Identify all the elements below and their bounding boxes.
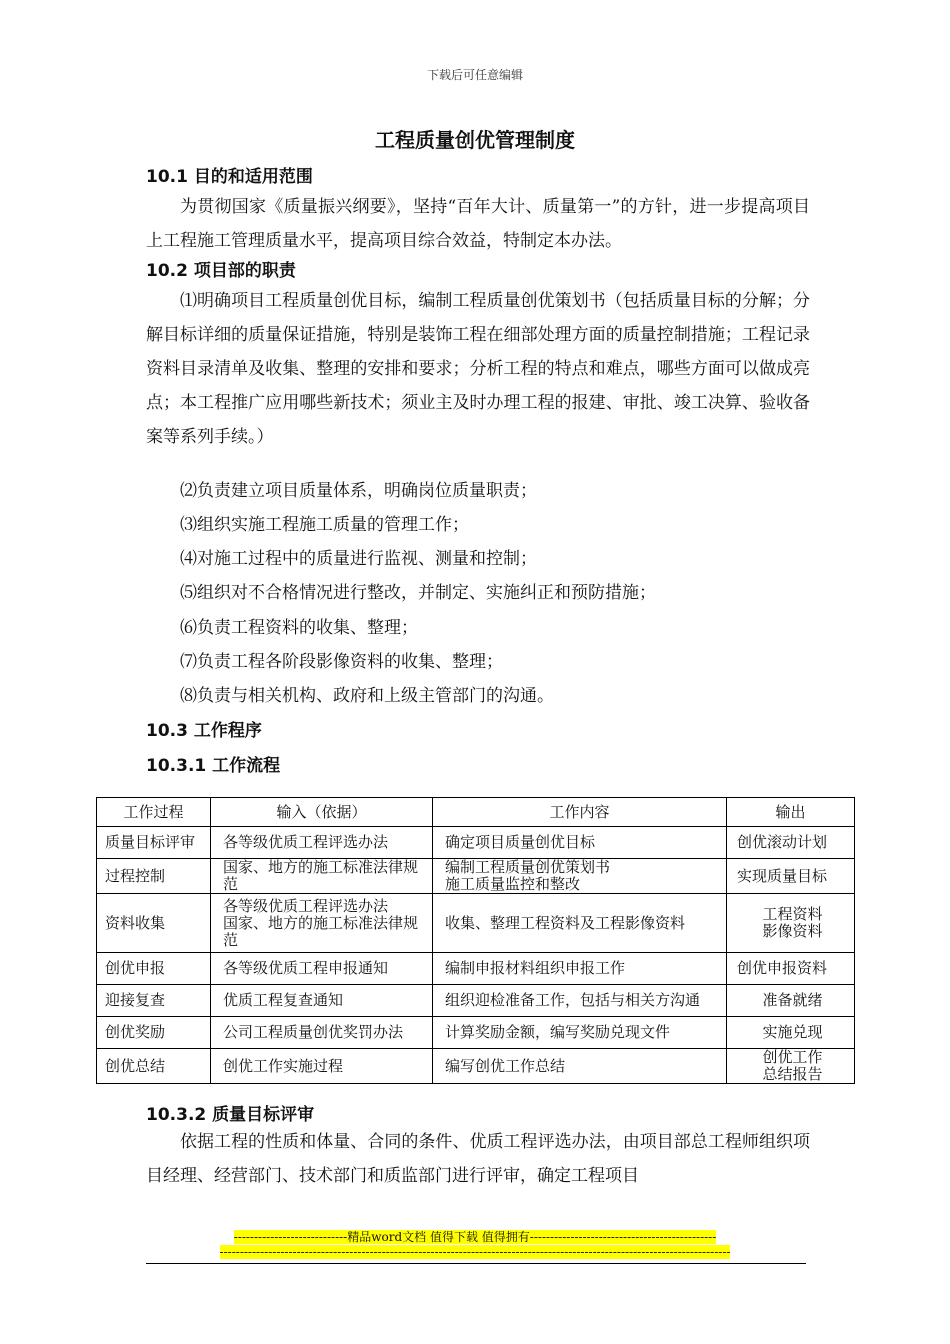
duty-item-3: ⑶组织实施工程施工质量的管理工作；	[180, 515, 469, 535]
cell-process: 创优申报	[97, 953, 211, 985]
table-row	[97, 985, 855, 1017]
column-header-output: 输出	[727, 798, 855, 827]
footer-rule	[146, 1263, 806, 1264]
table-row	[97, 1017, 855, 1049]
section-heading-10-1: 10.1 目的和适用范围	[146, 167, 313, 187]
duty-item-5: ⑸组织对不合格情况进行整改，并制定、实施纠正和预防措施；	[180, 583, 656, 603]
cell-output: 准备就绪	[727, 985, 855, 1017]
cell-input: 各等级优质工程申报通知	[211, 953, 433, 985]
footer-banner: ----------------------------精品word文档 值得下载 值得拥有----------------------------------------------	[233, 1230, 717, 1244]
cell-content: 编写创优工作总结	[433, 1049, 727, 1084]
cell-process: 资料收集	[97, 894, 211, 953]
duty-item-1: ⑴明确项目工程质量创优目标，编制工程质量创优策划书（包括质量目标的分解；分解目标详细的质量保证措施，特别是装饰工程在细部处理方面的质量控制措施；工程记录资料目录清单及收集、整理的安排和要求；分析工程的特点和难点，哪些方面可以做成亮点；本工程推广应用哪些新技术；须业主及时办理工程的报建、审批、竣工决算、验收备案等系列手续。）	[146, 291, 810, 447]
cell-content: 编制申报材料组织申报工作	[433, 953, 727, 985]
cell-output: 创优工作 总结报告	[727, 1049, 855, 1084]
duty-item-4: ⑷对施工过程中的质量进行监视、测量和控制；	[180, 549, 537, 569]
duty-item-7: ⑺负责工程各阶段影像资料的收集、整理；	[180, 652, 503, 672]
duty-item-2: ⑵负责建立项目质量体系，明确岗位质量职责；	[180, 481, 537, 501]
table-row	[97, 894, 855, 953]
table-row	[97, 953, 855, 985]
table-row	[97, 827, 855, 859]
section-heading-10-2: 10.2 项目部的职责	[146, 261, 296, 281]
cell-content: 计算奖励金额，编写奖励兑现文件	[433, 1017, 727, 1049]
cell-content: 编制工程质量创优策划书 施工质量监控和整改	[433, 859, 727, 894]
cell-input: 国家、地方的施工标准法律规范	[211, 859, 433, 894]
cell-input: 各等级优质工程评选办法 国家、地方的施工标准法律规范	[211, 894, 433, 953]
cell-output: 实现质量目标	[727, 859, 855, 894]
section-10-1-paragraph: 为贯彻国家《质量振兴纲要》，坚持“百年大计、质量第一”的方针，进一步提高项目上工程施工管理质量水平，提高项目综合效益，特制定本办法。	[146, 197, 810, 251]
table-row	[97, 859, 855, 894]
cell-output: 实施兑现	[727, 1017, 855, 1049]
workflow-table	[96, 797, 855, 1084]
header-note: 下载后可任意编辑	[426, 68, 523, 82]
section-10-3-2-paragraph: 依据工程的性质和体量、合同的条件、优质工程评选办法，由项目部总工程师组织项目经理、经营部门、技术部门和质监部门进行评审，确定工程项目	[146, 1132, 810, 1186]
cell-content: 收集、整理工程资料及工程影像资料	[433, 894, 727, 953]
cell-process: 迎接复查	[97, 985, 211, 1017]
subsection-heading-10-3-2: 10.3.2 质量目标评审	[146, 1105, 315, 1125]
table-header-row	[97, 798, 855, 827]
cell-process: 创优奖励	[97, 1017, 211, 1049]
table-row	[97, 1049, 855, 1084]
cell-input: 创优工作实施过程	[211, 1049, 433, 1084]
cell-input: 公司工程质量创优奖罚办法	[211, 1017, 433, 1049]
cell-output: 创优申报资料	[727, 953, 855, 985]
document-title: 工程质量创优管理制度	[375, 128, 575, 152]
cell-output: 工程资料 影像资料	[727, 894, 855, 953]
column-header-content: 工作内容	[433, 798, 727, 827]
cell-process: 创优总结	[97, 1049, 211, 1084]
cell-input: 各等级优质工程评选办法	[211, 827, 433, 859]
cell-content: 组织迎检准备工作，包括与相关方沟通	[433, 985, 727, 1017]
duty-item-6: ⑹负责工程资料的收集、整理；	[180, 618, 418, 638]
column-header-input: 输入（依据）	[211, 798, 433, 827]
subsection-heading-10-3-1: 10.3.1 工作流程	[146, 756, 281, 776]
column-header-process: 工作过程	[97, 798, 211, 827]
duty-item-8: ⑻负责与相关机构、政府和上级主管部门的沟通。	[180, 686, 554, 706]
cell-process: 质量目标评审	[97, 827, 211, 859]
cell-process: 过程控制	[97, 859, 211, 894]
cell-output: 创优滚动计划	[727, 827, 855, 859]
section-heading-10-3: 10.3 工作程序	[146, 721, 262, 741]
footer-line-2-wrap	[0, 1245, 950, 1259]
cell-input: 优质工程复查通知	[211, 985, 433, 1017]
cell-content: 确定项目质量创优目标	[433, 827, 727, 859]
footer-dashes: ------------------------------------------------------------------------------------------------------------------------------	[219, 1245, 731, 1259]
footer-line-1-wrap	[0, 1228, 950, 1245]
